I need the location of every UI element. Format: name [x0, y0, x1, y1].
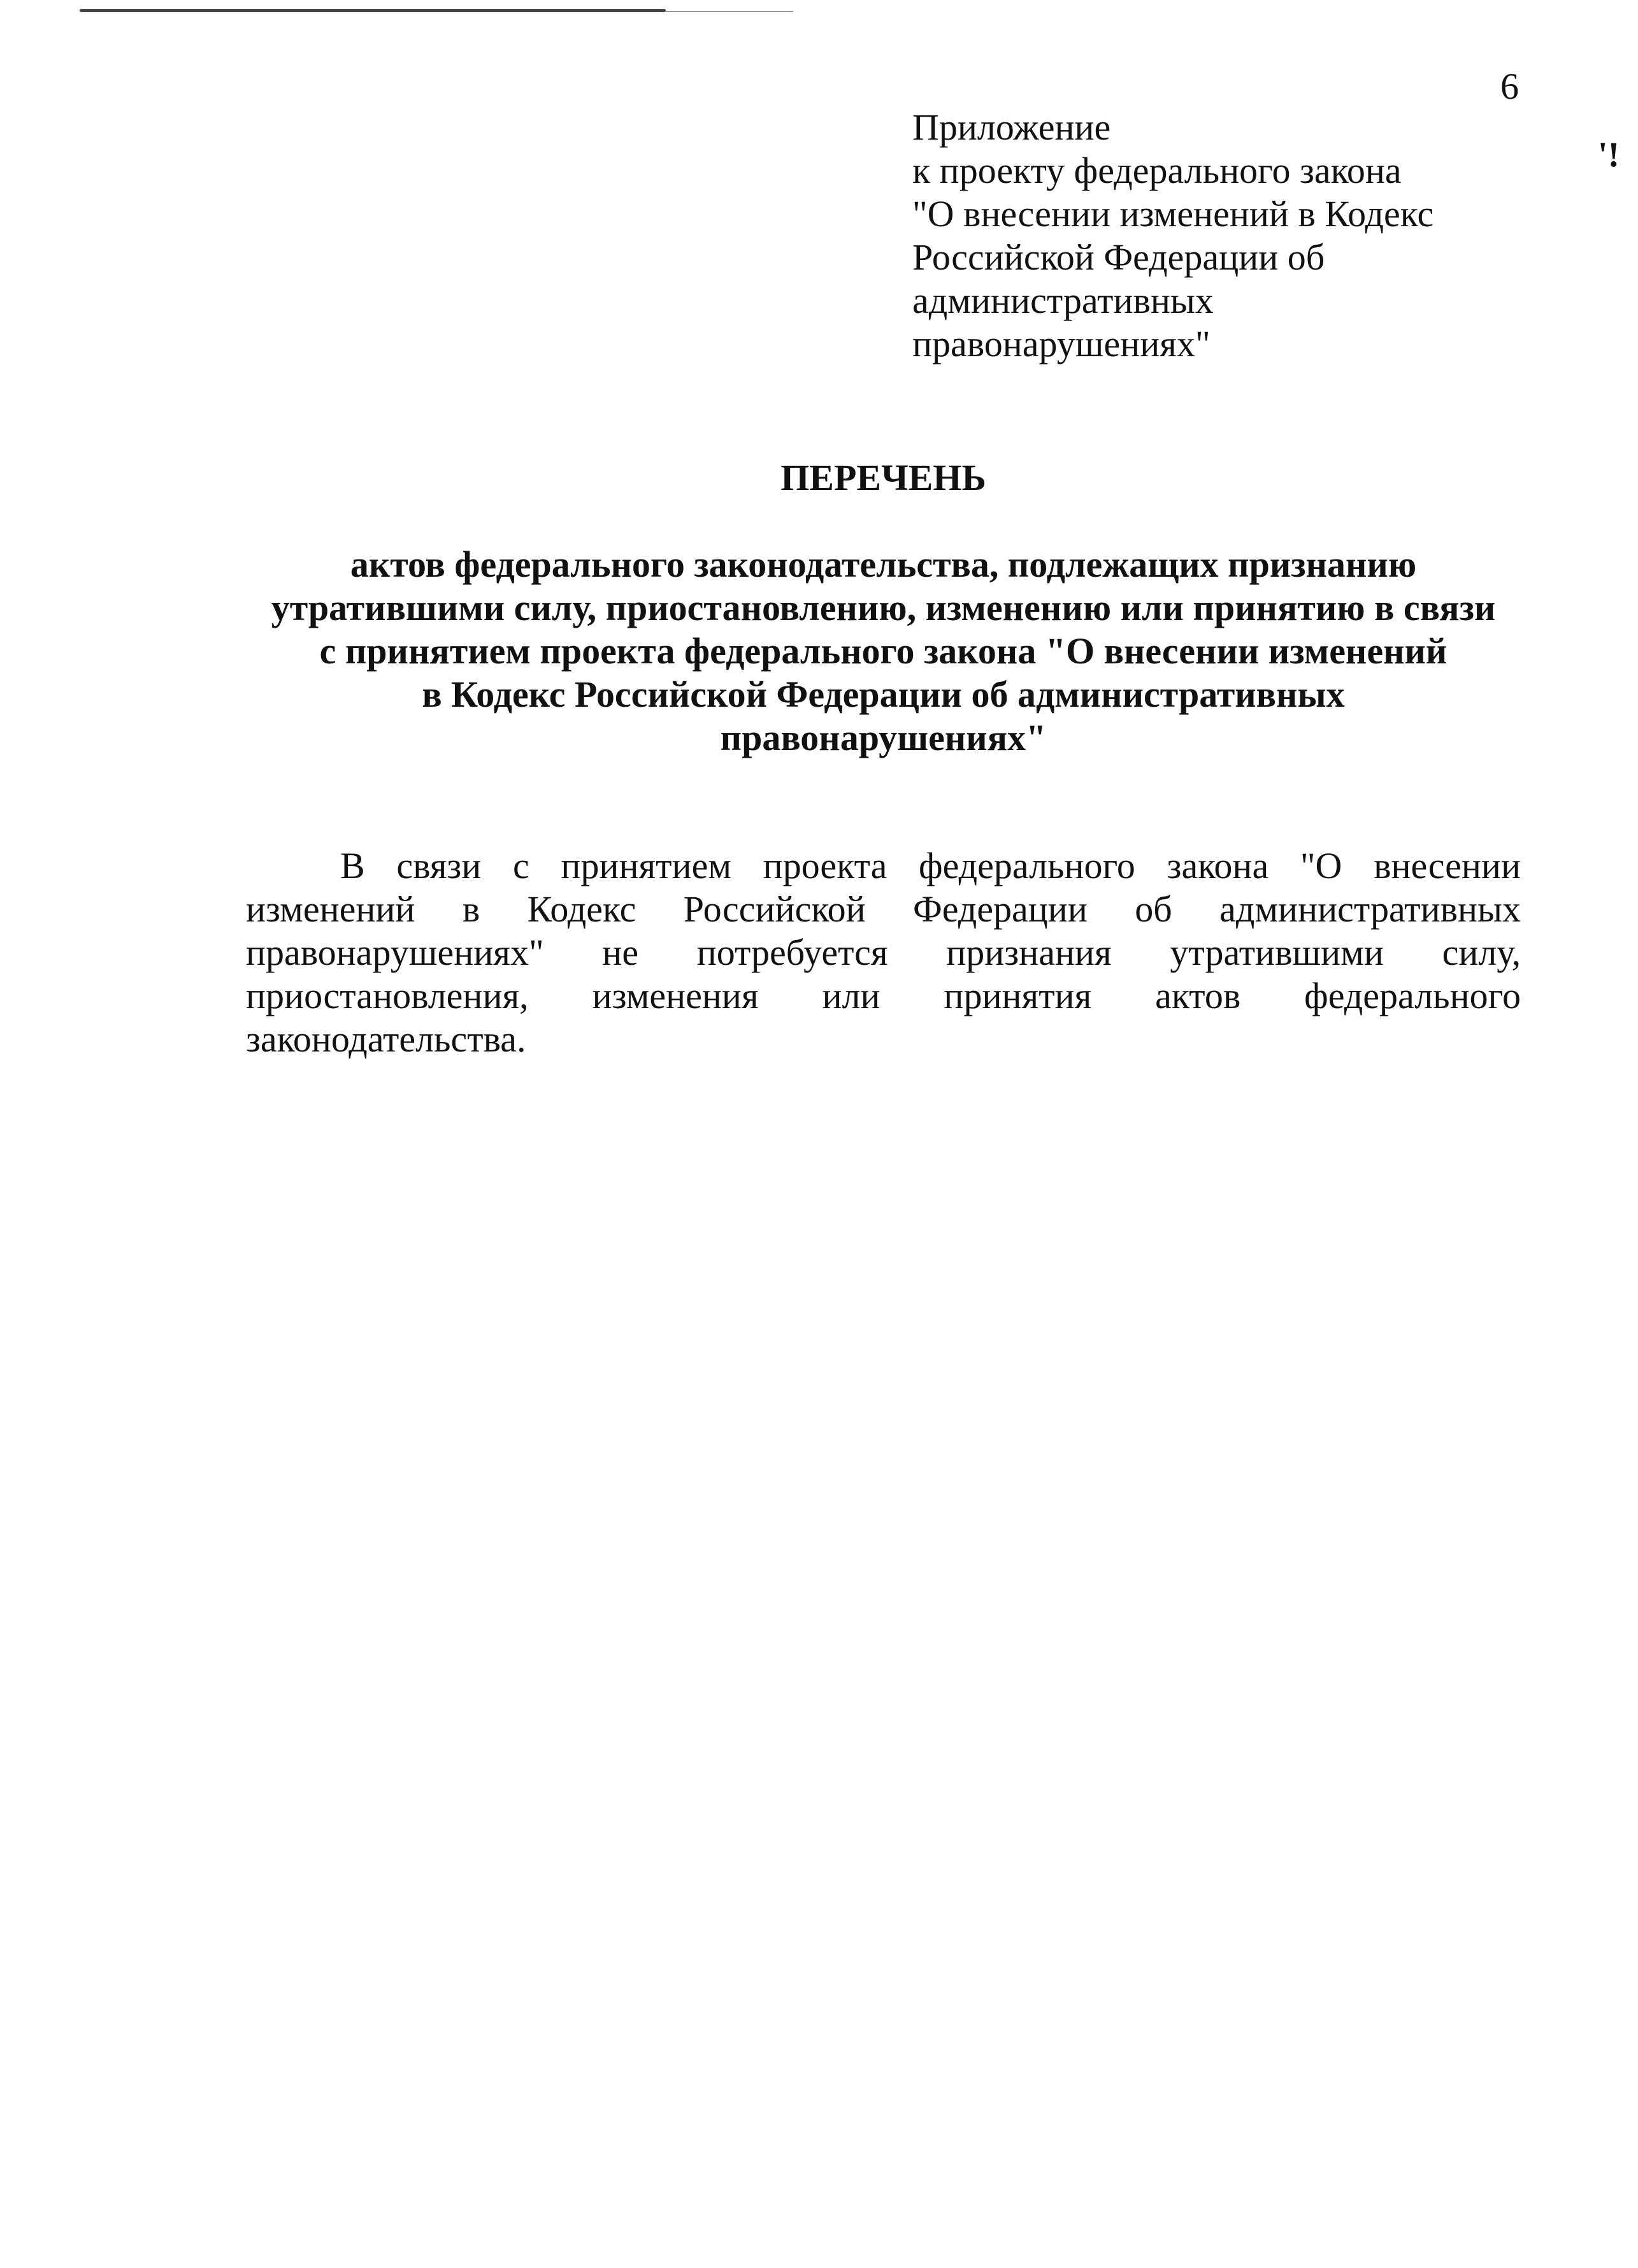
appendix-line: к проекту федерального закона	[912, 150, 1402, 191]
document-title: ПЕРЕЧЕНЬ	[780, 457, 986, 498]
appendix-line: правонарушениях"	[912, 323, 1211, 365]
appendix-header	[912, 106, 1433, 366]
subtitle-line: утратившими силу, приостановлению, изменению или принятию в связи	[271, 587, 1496, 628]
document-subtitle	[246, 543, 1521, 760]
subtitle-line: актов федерального законодательства, подлежащих признанию	[350, 544, 1417, 585]
paragraph-line: В связи с принятием проекта федерального закона "О внесении	[340, 845, 1521, 886]
paragraph-line: правонарушениях" не потребуется признания утратившими силу,	[246, 932, 1521, 973]
paragraph-line: изменений в Кодекс Российской Федерации об административных	[246, 888, 1521, 930]
subtitle-line: правонарушениях"	[720, 717, 1047, 758]
subtitle-line: с принятием проекта федерального закона "О внесении изменений	[319, 630, 1448, 672]
page-number: 6	[1500, 66, 1519, 107]
subtitle-line: в Кодекс Российской Федерации об административных	[422, 674, 1345, 715]
appendix-line: "О внесении изменений в Кодекс	[912, 193, 1434, 235]
paragraph-line: законодательства.	[246, 1018, 526, 1060]
appendix-line: административных	[912, 280, 1214, 321]
scan-artifact-line	[666, 11, 793, 12]
paragraph-line: приостановления, изменения или принятия актов федерального	[246, 975, 1521, 1016]
appendix-line: Российской Федерации об	[912, 236, 1325, 278]
scan-artifact-line	[80, 9, 666, 12]
appendix-line: Приложение	[912, 106, 1111, 148]
scan-artifact-mark: '!	[1598, 135, 1620, 175]
body-paragraph	[246, 844, 1521, 1061]
